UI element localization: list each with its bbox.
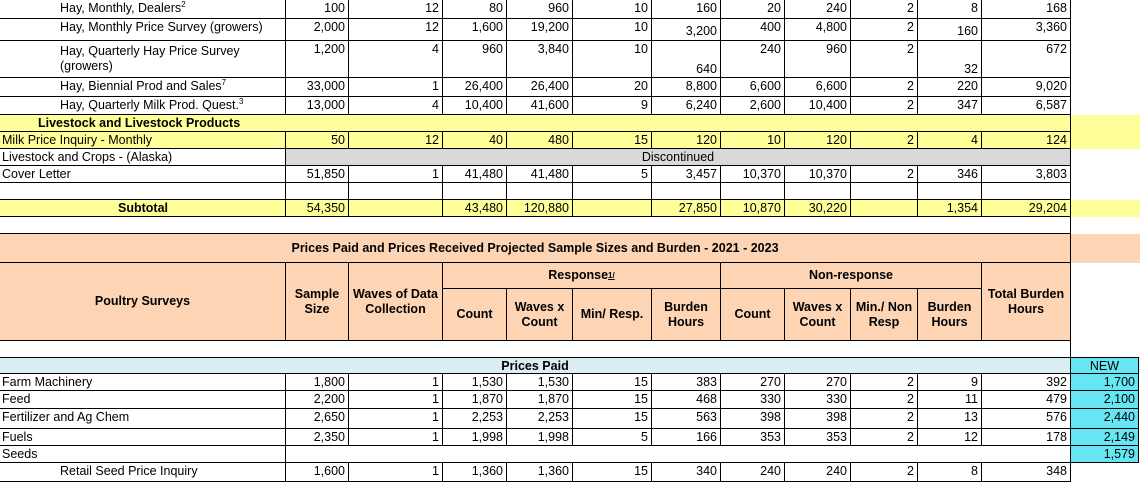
header-subcolumn-text: Count [456,307,493,321]
header-subcolumn [443,289,507,341]
value-cell: 15 [573,463,652,482]
value-cell: 10 [573,0,652,19]
table-row [0,132,1140,149]
header-response: Response 1/ [443,263,721,289]
header-total-burden-text: Total Burden Hours [987,286,1065,316]
value-cell: 4 [349,41,443,78]
value-cell: 400 [721,19,785,41]
value-cell: 11 [918,391,982,409]
value-cell: 10,400 [785,97,851,115]
value-cell: 640 [652,41,721,78]
value-cell: 1,360 [507,463,573,482]
header-subcolumn-text: Min./ Non Resp [855,299,913,329]
value-cell: 10,370 [785,166,851,183]
empty-cell [286,183,349,200]
value-cell: 166 [652,429,721,446]
footnote-marker: 3 [239,97,244,106]
value-cell: 2,650 [286,409,349,429]
value-cell: 2,350 [286,429,349,446]
empty-cell [918,183,982,200]
value-cell: 2 [851,391,918,409]
value-cell: 2,253 [443,409,507,429]
value-cell: 1 [349,78,443,97]
value-cell: 13,000 [286,97,349,115]
new-value-cell: 1,700 [1071,374,1139,391]
value-cell: 3,803 [982,166,1071,183]
value-cell: 1 [349,374,443,391]
value-cell: 347 [918,97,982,115]
table-row [0,429,1140,446]
value-cell: 120 [652,132,721,149]
value-cell: 1,870 [443,391,507,409]
row-label [0,0,286,19]
value-cell: 353 [721,429,785,446]
table-row [0,41,1140,78]
value-cell: 19,200 [507,19,573,41]
header-poultry-surveys [0,263,286,341]
row-label [0,41,286,78]
value-cell: 2,600 [721,97,785,115]
value-cell: 1,998 [443,429,507,446]
value-cell: 40 [443,132,507,149]
value-cell: 383 [652,374,721,391]
value-cell [349,200,443,217]
value-cell: 10,870 [721,200,785,217]
value-cell: 2 [851,41,918,78]
row-label-text: Hay, Biennial Prod and Sales [60,79,222,93]
row-label [0,409,286,429]
discontinued-status: Discontinued [286,149,1071,166]
value-cell: 50 [286,132,349,149]
row-label-text: Hay, Quarterly Hay Price Survey (growers) [60,44,240,73]
value-cell: 8 [918,463,982,482]
value-cell: 576 [982,409,1071,429]
value-cell: 2 [851,429,918,446]
value-cell: 54,350 [286,200,349,217]
row-label [0,374,286,391]
value-cell: 398 [721,409,785,429]
value-cell: 15 [573,374,652,391]
spacer-row [0,341,1140,358]
value-cell: 353 [785,429,851,446]
value-cell: 29,204 [982,200,1071,217]
section-title-livestock: Livestock and Livestock Products [0,115,1071,132]
header-total-burden [982,263,1071,341]
value-cell: 480 [507,132,573,149]
value-cell: 3,457 [652,166,721,183]
value-cell: 4 [918,132,982,149]
table-title-row [0,234,1140,263]
empty-cell [507,183,573,200]
value-cell: 1 [349,463,443,482]
value-cell: 672 [982,41,1071,78]
value-cell: 1 [349,391,443,409]
value-cell: 6,587 [982,97,1071,115]
value-cell: 3,200 [652,19,721,41]
value-cell: 2 [851,166,918,183]
header-subcolumn [785,289,851,341]
header-subcolumn [652,289,721,341]
value-cell: 9 [573,97,652,115]
value-cell: 2 [851,78,918,97]
value-cell: 1,530 [507,374,573,391]
row-label-text: Hay, Monthly Price Survey (growers) [60,20,263,34]
header-subcolumn-text: Burden Hours [664,299,708,329]
value-cell: 2 [851,132,918,149]
value-cell: 240 [721,41,785,78]
header-sample-size-text: Sample Size [294,286,340,316]
subtotal-row [0,200,1140,217]
value-cell: 8,800 [652,78,721,97]
value-cell: 41,600 [507,97,573,115]
value-cell: 2,000 [286,19,349,41]
table-row-empty [0,183,1140,200]
row-label [0,391,286,409]
header-subcolumn-text: Burden Hours [927,299,972,329]
value-cell: 1,530 [443,374,507,391]
value-cell: 2,200 [286,391,349,409]
value-cell: 340 [652,463,721,482]
section-header [0,115,1140,132]
row-label [0,149,286,166]
empty-cell [349,183,443,200]
new-value-cell: 1,579 [1071,446,1139,463]
header-subcolumn [507,289,573,341]
value-cell: 960 [443,41,507,78]
row-label-text: Seeds [2,447,38,461]
row-label [0,19,286,41]
value-cell: 32 [918,41,982,78]
value-cell: 1,200 [286,41,349,78]
table-row [0,374,1140,391]
value-cell: 51,850 [286,166,349,183]
table-row [0,0,1140,19]
empty-cell [721,183,785,200]
value-cell: 960 [507,0,573,19]
value-cell: 27,850 [652,200,721,217]
value-cell [573,200,652,217]
value-cell: 6,240 [652,97,721,115]
value-cell: 330 [721,391,785,409]
value-cell: 2 [851,0,918,19]
table-row [0,463,1140,482]
value-cell: 8 [918,0,982,19]
empty-cell [573,183,652,200]
value-cell: 348 [982,463,1071,482]
value-cell: 124 [982,132,1071,149]
value-cell: 10,400 [443,97,507,115]
value-cell: 1,600 [443,19,507,41]
table-row [0,97,1140,115]
value-cell [851,200,918,217]
footnote-marker: 7 [221,78,227,87]
footnote-marker: 2 [181,0,186,9]
table-row [0,409,1140,429]
row-label-text: Fertilizer and Ag Chem [2,410,130,424]
value-cell: 563 [652,409,721,429]
value-cell: 330 [785,391,851,409]
header-response-text: Response [548,268,609,282]
value-cell: 6,600 [785,78,851,97]
row-label-text: Milk Price Inquiry - Monthly [2,133,153,147]
header-poultry-surveys-text: Poultry Surveys [94,294,191,308]
header-waves [349,263,443,341]
value-cell: 10 [573,19,652,41]
header-subcolumn-text: Count [734,307,771,321]
header-waves-text: Waves of Data Collection [353,286,438,316]
value-cell: 33,000 [286,78,349,97]
value-cell: 6,600 [721,78,785,97]
row-label-text: Feed [2,392,31,406]
value-cell: 4 [349,97,443,115]
value-cell: 2 [851,374,918,391]
table-row [0,78,1140,97]
value-cell: 1 [349,166,443,183]
value-cell: 468 [652,391,721,409]
value-cell: 10 [721,132,785,149]
table-row [0,446,1140,463]
row-label-text: Livestock and Crops - (Alaska) [2,150,173,164]
row-label-text: Hay, Monthly, Dealers [60,1,182,15]
header-nonresponse [721,263,982,289]
row-label [0,463,286,482]
value-cell: 5 [573,166,652,183]
section-title-prices-paid: Prices Paid [0,357,1071,374]
row-label-text: Hay, Quarterly Milk Prod. Quest. [60,98,239,112]
empty-cell [851,183,918,200]
row-label [0,166,286,183]
table-row [0,19,1140,41]
value-cell: 9 [918,374,982,391]
table-row [0,166,1140,183]
new-column-header: NEW [1071,357,1139,374]
header-sample-size [286,263,349,341]
value-cell: 10 [573,41,652,78]
value-cell: 15 [573,132,652,149]
value-cell: 26,400 [507,78,573,97]
table-title: Prices Paid and Prices Received Projected Sample Sizes and Burden - 2021 - 2023 [0,234,1071,263]
value-cell: 392 [982,374,1071,391]
row-label-text: Fuels [2,430,33,444]
value-cell: 479 [982,391,1071,409]
value-cell: 168 [982,0,1071,19]
value-cell: 12 [349,19,443,41]
empty-cell [286,446,1071,463]
value-cell: 2 [851,463,918,482]
value-cell: 15 [573,409,652,429]
empty-cell [443,183,507,200]
value-cell: 41,480 [507,166,573,183]
value-cell: 4,800 [785,19,851,41]
value-cell: 13 [918,409,982,429]
value-cell: 1 [349,429,443,446]
value-cell: 30,220 [785,200,851,217]
value-cell: 270 [785,374,851,391]
value-cell: 100 [286,0,349,19]
value-cell: 41,480 [443,166,507,183]
header-subcolumn [851,289,918,341]
value-cell: 160 [652,0,721,19]
value-cell: 120 [785,132,851,149]
header-subcolumn [918,289,982,341]
value-cell: 346 [918,166,982,183]
row-label [0,97,286,115]
value-cell: 178 [982,429,1071,446]
table-row [0,391,1140,409]
value-cell: 220 [918,78,982,97]
value-cell: 80 [443,0,507,19]
row-label [0,446,286,463]
header-subcolumn-text: Min/ Resp. [580,307,644,321]
header-subcolumn-text: Waves x Count [514,299,565,329]
value-cell: 15 [573,391,652,409]
header-subcolumn-text: Waves x Count [792,299,843,329]
new-value-cell: 2,149 [1071,429,1139,446]
value-cell: 160 [918,19,982,41]
value-cell: 12 [918,429,982,446]
value-cell: 12 [349,0,443,19]
header-subcolumn [721,289,785,341]
empty-cell [785,183,851,200]
row-label-text: Farm Machinery [2,375,93,389]
value-cell: 240 [721,463,785,482]
value-cell: 1,870 [507,391,573,409]
value-cell: 1,354 [918,200,982,217]
value-cell: 3,840 [507,41,573,78]
value-cell: 2 [851,409,918,429]
value-cell: 20 [573,78,652,97]
value-cell: 43,480 [443,200,507,217]
header-subcolumn [573,289,652,341]
value-cell: 1 [349,409,443,429]
value-cell: 5 [573,429,652,446]
value-cell: 20 [721,0,785,19]
value-cell: 1,800 [286,374,349,391]
section-header [0,357,1140,374]
value-cell: 1,998 [507,429,573,446]
row-label [0,429,286,446]
value-cell: 270 [721,374,785,391]
value-cell: 1,360 [443,463,507,482]
value-cell: 12 [349,132,443,149]
spacer-cell [0,217,1071,234]
subtotal-label: Subtotal [0,200,286,217]
new-value-cell: 2,100 [1071,391,1139,409]
value-cell: 120,880 [507,200,573,217]
row-label [0,132,286,149]
header-nonresponse-text: Non-response [808,268,894,282]
value-cell: 9,020 [982,78,1071,97]
empty-cell [0,183,286,200]
row-label-text: Cover Letter [2,167,71,181]
new-value-cell: 2,440 [1071,409,1139,429]
value-cell: 2,253 [507,409,573,429]
value-cell: 26,400 [443,78,507,97]
value-cell: 240 [785,0,851,19]
value-cell: 3,360 [982,19,1071,41]
empty-cell [982,183,1071,200]
value-cell: 1,600 [286,463,349,482]
value-cell: 2 [851,19,918,41]
row-label-text: Retail Seed Price Inquiry [60,464,198,478]
value-cell: 240 [785,463,851,482]
row-label [0,78,286,97]
spacer-cell [0,341,1071,358]
value-cell: 960 [785,41,851,78]
value-cell: 2 [851,97,918,115]
value-cell: 398 [785,409,851,429]
value-cell: 10,370 [721,166,785,183]
empty-cell [652,183,721,200]
spacer-row [0,217,1140,234]
table-row [0,149,1140,166]
